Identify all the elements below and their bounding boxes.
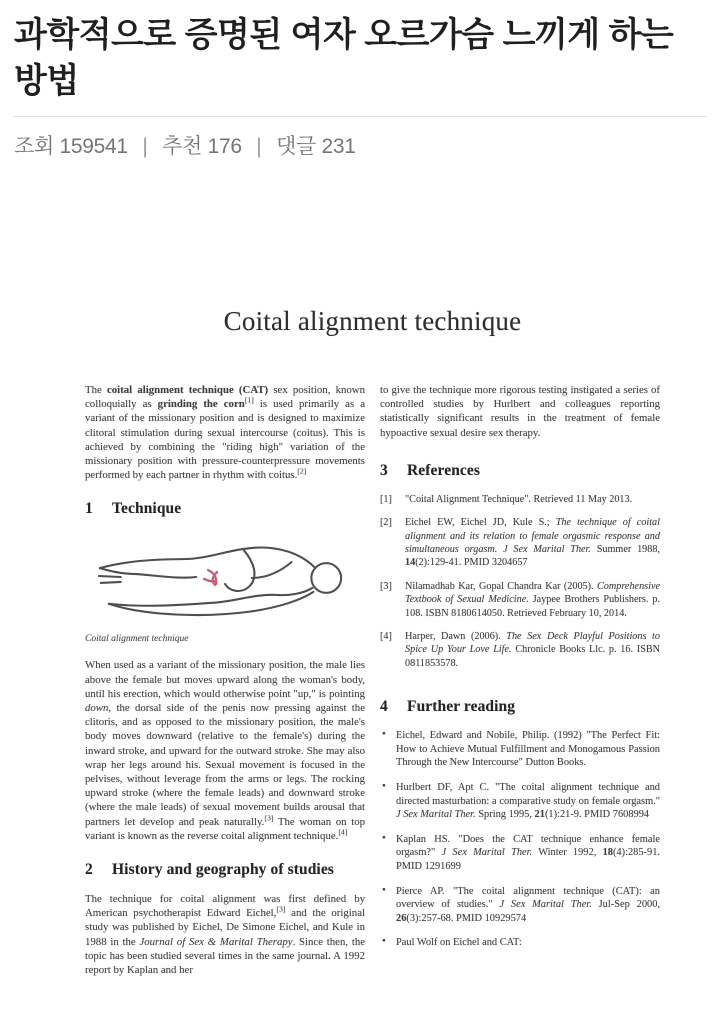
section-title: History and geography of studies bbox=[112, 861, 334, 879]
coital-alignment-line-drawing bbox=[85, 532, 363, 624]
reference-label: [1] bbox=[380, 493, 392, 505]
article-right-column bbox=[380, 383, 660, 961]
views-count: 159541 bbox=[59, 135, 128, 158]
comments-label: 댓글 bbox=[275, 135, 316, 158]
section-number: 4 bbox=[380, 698, 388, 716]
article-left-column bbox=[85, 383, 365, 977]
stats-separator: | bbox=[256, 135, 262, 158]
figure-caption: Coital alignment technique bbox=[85, 634, 189, 645]
reference-label: [2] bbox=[380, 517, 392, 529]
further-reading-item: • Eichel, Edward and Nobile, Philip. (1992) "The Perfect Fit: How to Achieve Mutual Fulfillment and Monogamous Passion Through the New Intercourse" Dutton Books. bbox=[380, 729, 660, 770]
section-number: 3 bbox=[380, 461, 388, 479]
stats-separator: | bbox=[142, 135, 148, 158]
views-label: 조회 bbox=[14, 135, 54, 158]
technique-paragraph: When used as a variant of the missionary position, the male lies above the female but moves upward along the woman's body, until his erection, which would otherwise point "up," is pointing down, the dorsal side of the penis now pressing against the clitoris, and as opposed to the missionary position, the male's body moves downward (relative to the female's) during the inward stroke, and upward for the outward stroke. She may also wrap her legs around his. Sexual movement is focused in the pelvises, without leverage from the arms or legs. The rocking upward stroke (where the female leads) and downward stroke (where the male leads) of sexual movement builds arousal that partners let develop and peak naturally.[3] The woman on top variant is known as the reverse coital alignment technique.[4] bbox=[85, 659, 365, 842]
section-heading-technique bbox=[85, 500, 365, 518]
section-heading-references bbox=[380, 462, 660, 480]
section-number: 1 bbox=[85, 500, 93, 518]
post-stats bbox=[14, 117, 706, 160]
reference-item: [1] "Coital Alignment Technique". Retrieved 11 May 2013. bbox=[380, 493, 633, 505]
further-reading-item: • Pierce AP. "The coital alignment technique (CAT): an overview of studies." J Sex Marital Ther. Jul-Sep 2000, 26(3):257-68. PMID 10929574 bbox=[380, 885, 660, 926]
section-title: References bbox=[407, 461, 481, 479]
reference-label: [4] bbox=[380, 631, 392, 643]
section-number: 2 bbox=[85, 861, 93, 879]
section-heading-history bbox=[85, 861, 365, 879]
reference-item: [2] Eichel EW, Eichel JD, Kule S.; The technique of coital alignment and its relation to female orgasmic response and simultaneous orgasm. J Sex Marital Ther. Summer 1988, 14(2):129-41. PMID 3204657 bbox=[380, 517, 660, 569]
further-reading-item: • Paul Wolf on Eichel and CAT: bbox=[380, 936, 660, 950]
post-header bbox=[0, 0, 722, 160]
history-paragraph: The technique for coital alignment was first defined by American psychotherapist Edward Eichel,[3] and the original study was published by Eichel, De Simone Eichel, and Kule in 1988 in the Journal of Sex & Marital Therapy. Since then, the topic has been studied several times in the same journal. A 1992 report by Kaplan and her bbox=[85, 893, 366, 977]
figure-block bbox=[85, 532, 365, 644]
further-reading-item: • Kaplan HS. "Does the CAT technique enhance female orgasm?" J Sex Marital Ther. Winter 1992, 18(4):285-91. PMID 1291699 bbox=[380, 833, 660, 874]
reference-item: [3] Nilamadhab Kar, Gopal Chandra Kar (2005). Comprehensive Textbook of Sexual Medicine. Jaypee Brothers Publishers. p. 108. ISBN 8180614050. Retrieved February 10, 2014. bbox=[380, 580, 660, 619]
references-list bbox=[380, 493, 660, 670]
reference-item: [4] Harper, Dawn (2006). The Sex Deck Playful Positions to Spice Up Your Love Life. Chronicle Books Llc. p. 16. ISBN 0811853578. bbox=[380, 631, 661, 669]
section-title: Technique bbox=[112, 500, 182, 518]
article-columns bbox=[85, 383, 660, 977]
post-title: 과학적으로 증명된 여자 오르가슴 느끼게 하는 방법 bbox=[14, 16, 674, 100]
likes-label: 추천 bbox=[162, 135, 203, 158]
intro-continuation-paragraph: to give the technique more rigorous testing instigated a series of controlled studies by Hurlbert and colleagues reporting statistically significant results in the treatment of female hypoactive sexual desire sex therapy. bbox=[380, 384, 660, 439]
further-reading-item: • Hurlbert DF, Apt C. "The coital alignment technique and directed masturbation: a comparative study on female orgasm." J Sex Marital Ther. Spring 1995, 21(1):21-9. PMID 7608994 bbox=[380, 781, 660, 822]
article-scan-image[interactable] bbox=[85, 306, 660, 977]
likes-count: 176 bbox=[207, 135, 242, 158]
reference-label: [3] bbox=[380, 580, 392, 592]
section-title: Further reading bbox=[407, 698, 516, 716]
further-reading-list bbox=[380, 729, 660, 950]
intro-paragraph: The coital alignment technique (CAT) sex position, known colloquially as grinding the corn[1] is used primarily as a variant of the missionary position and is designed to maximize clitoral stimulation during sexual intercourse (coitus). This is achieved by combining the "riding high" variation of the missionary position with pressure-counterpressure movements performed by each partner in rhythm with coitus.[2] bbox=[85, 384, 366, 482]
comments-count: 231 bbox=[321, 135, 356, 158]
article-title: Coital alignment technique bbox=[223, 306, 522, 336]
section-heading-further-reading bbox=[380, 698, 660, 716]
